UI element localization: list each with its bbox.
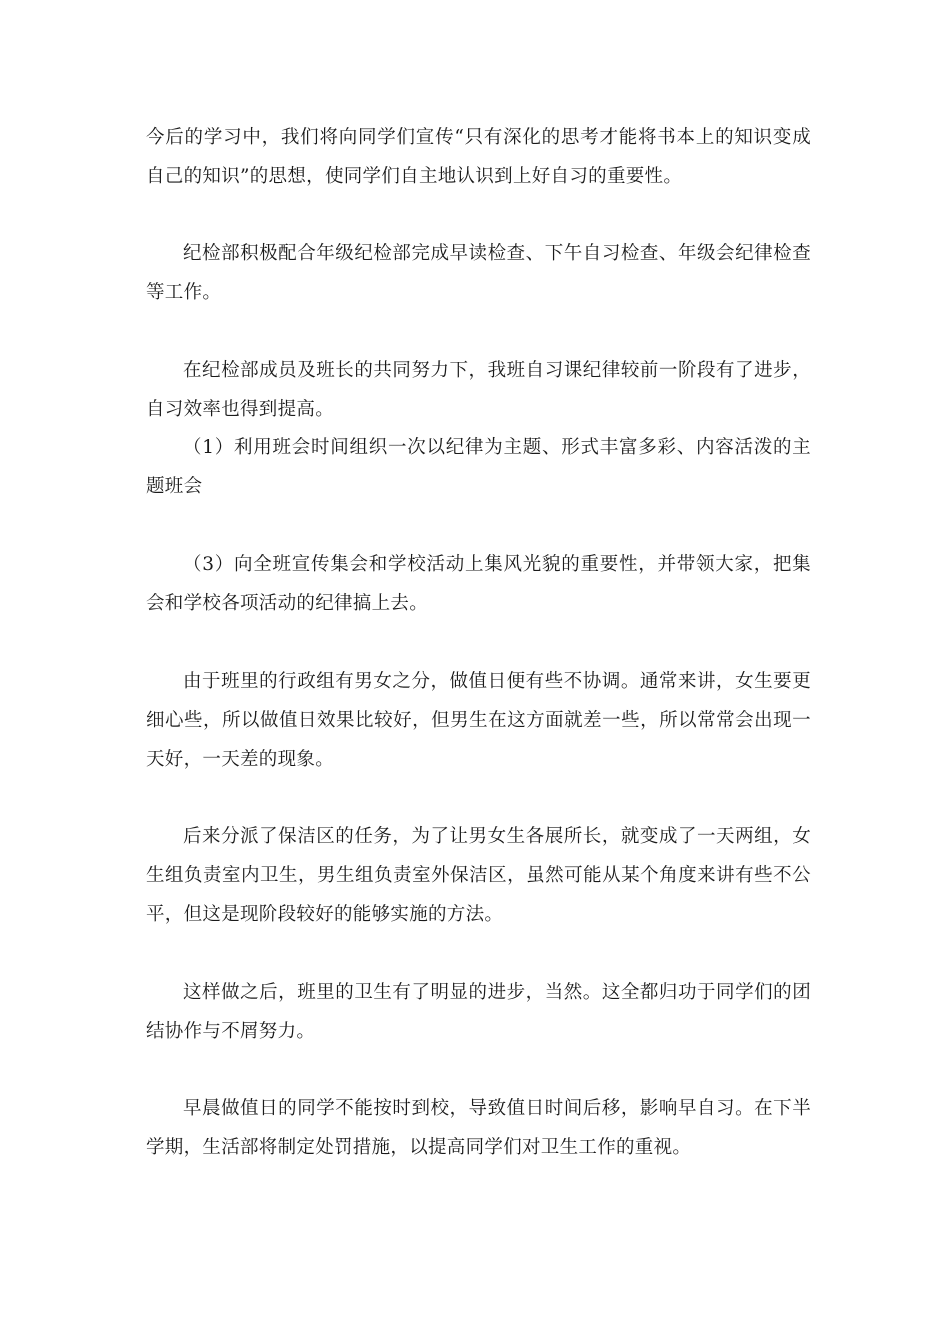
paragraph-discipline-progress: 在纪检部成员及班长的共同努力下，我班自习课纪律较前一阶段有了进步，自习效率也得到提高。 xyxy=(146,360,811,420)
paragraph-hygiene-progress: 这样做之后，班里的卫生有了明显的进步，当然。这全都归功于同学们的团结协作与不屑努力。 xyxy=(146,982,811,1042)
paragraph-self-study-thinking: 今后的学习中，我们将向同学们宣传“只有深化的思考才能将书本上的知识变成自己的知识”的思想，使同学们自主地认识到上好自习的重要性。 xyxy=(146,127,811,187)
paragraph-discipline-inspection: 纪检部积极配合年级纪检部完成早读检查、下午自习检查、年级会纪律检查等工作。 xyxy=(146,243,811,303)
paragraph-duty-groups: 由于班里的行政组有男女之分，做值日便有些不协调。通常来讲，女生要更细心些，所以做值日效果比较好，但男生在这方面就差一些，所以常常会出现一天好，一天差的现象。 xyxy=(146,671,811,770)
list-item-assembly-discipline: （3）向全班宣传集会和学校活动上集风光貌的重要性，并带领大家，把集会和学校各项活动的纪律搞上去。 xyxy=(146,554,811,614)
list-item-class-meeting: （1）利用班会时间组织一次以纪律为主题、形式丰富多彩、内容活泼的主题班会 xyxy=(146,437,811,497)
paragraph-morning-duty: 早晨做值日的同学不能按时到校，导致值日时间后移，影响早自习。在下半学期，生活部将制定处罚措施，以提高同学们对卫生工作的重视。 xyxy=(146,1098,811,1158)
paragraph-cleaning-areas: 后来分派了保洁区的任务，为了让男女生各展所长，就变成了一天两组，女生组负责室内卫生，男生组负责室外保洁区，虽然可能从某个角度来讲有些不公平，但这是现阶段较好的能够实施的方法。 xyxy=(146,826,811,925)
